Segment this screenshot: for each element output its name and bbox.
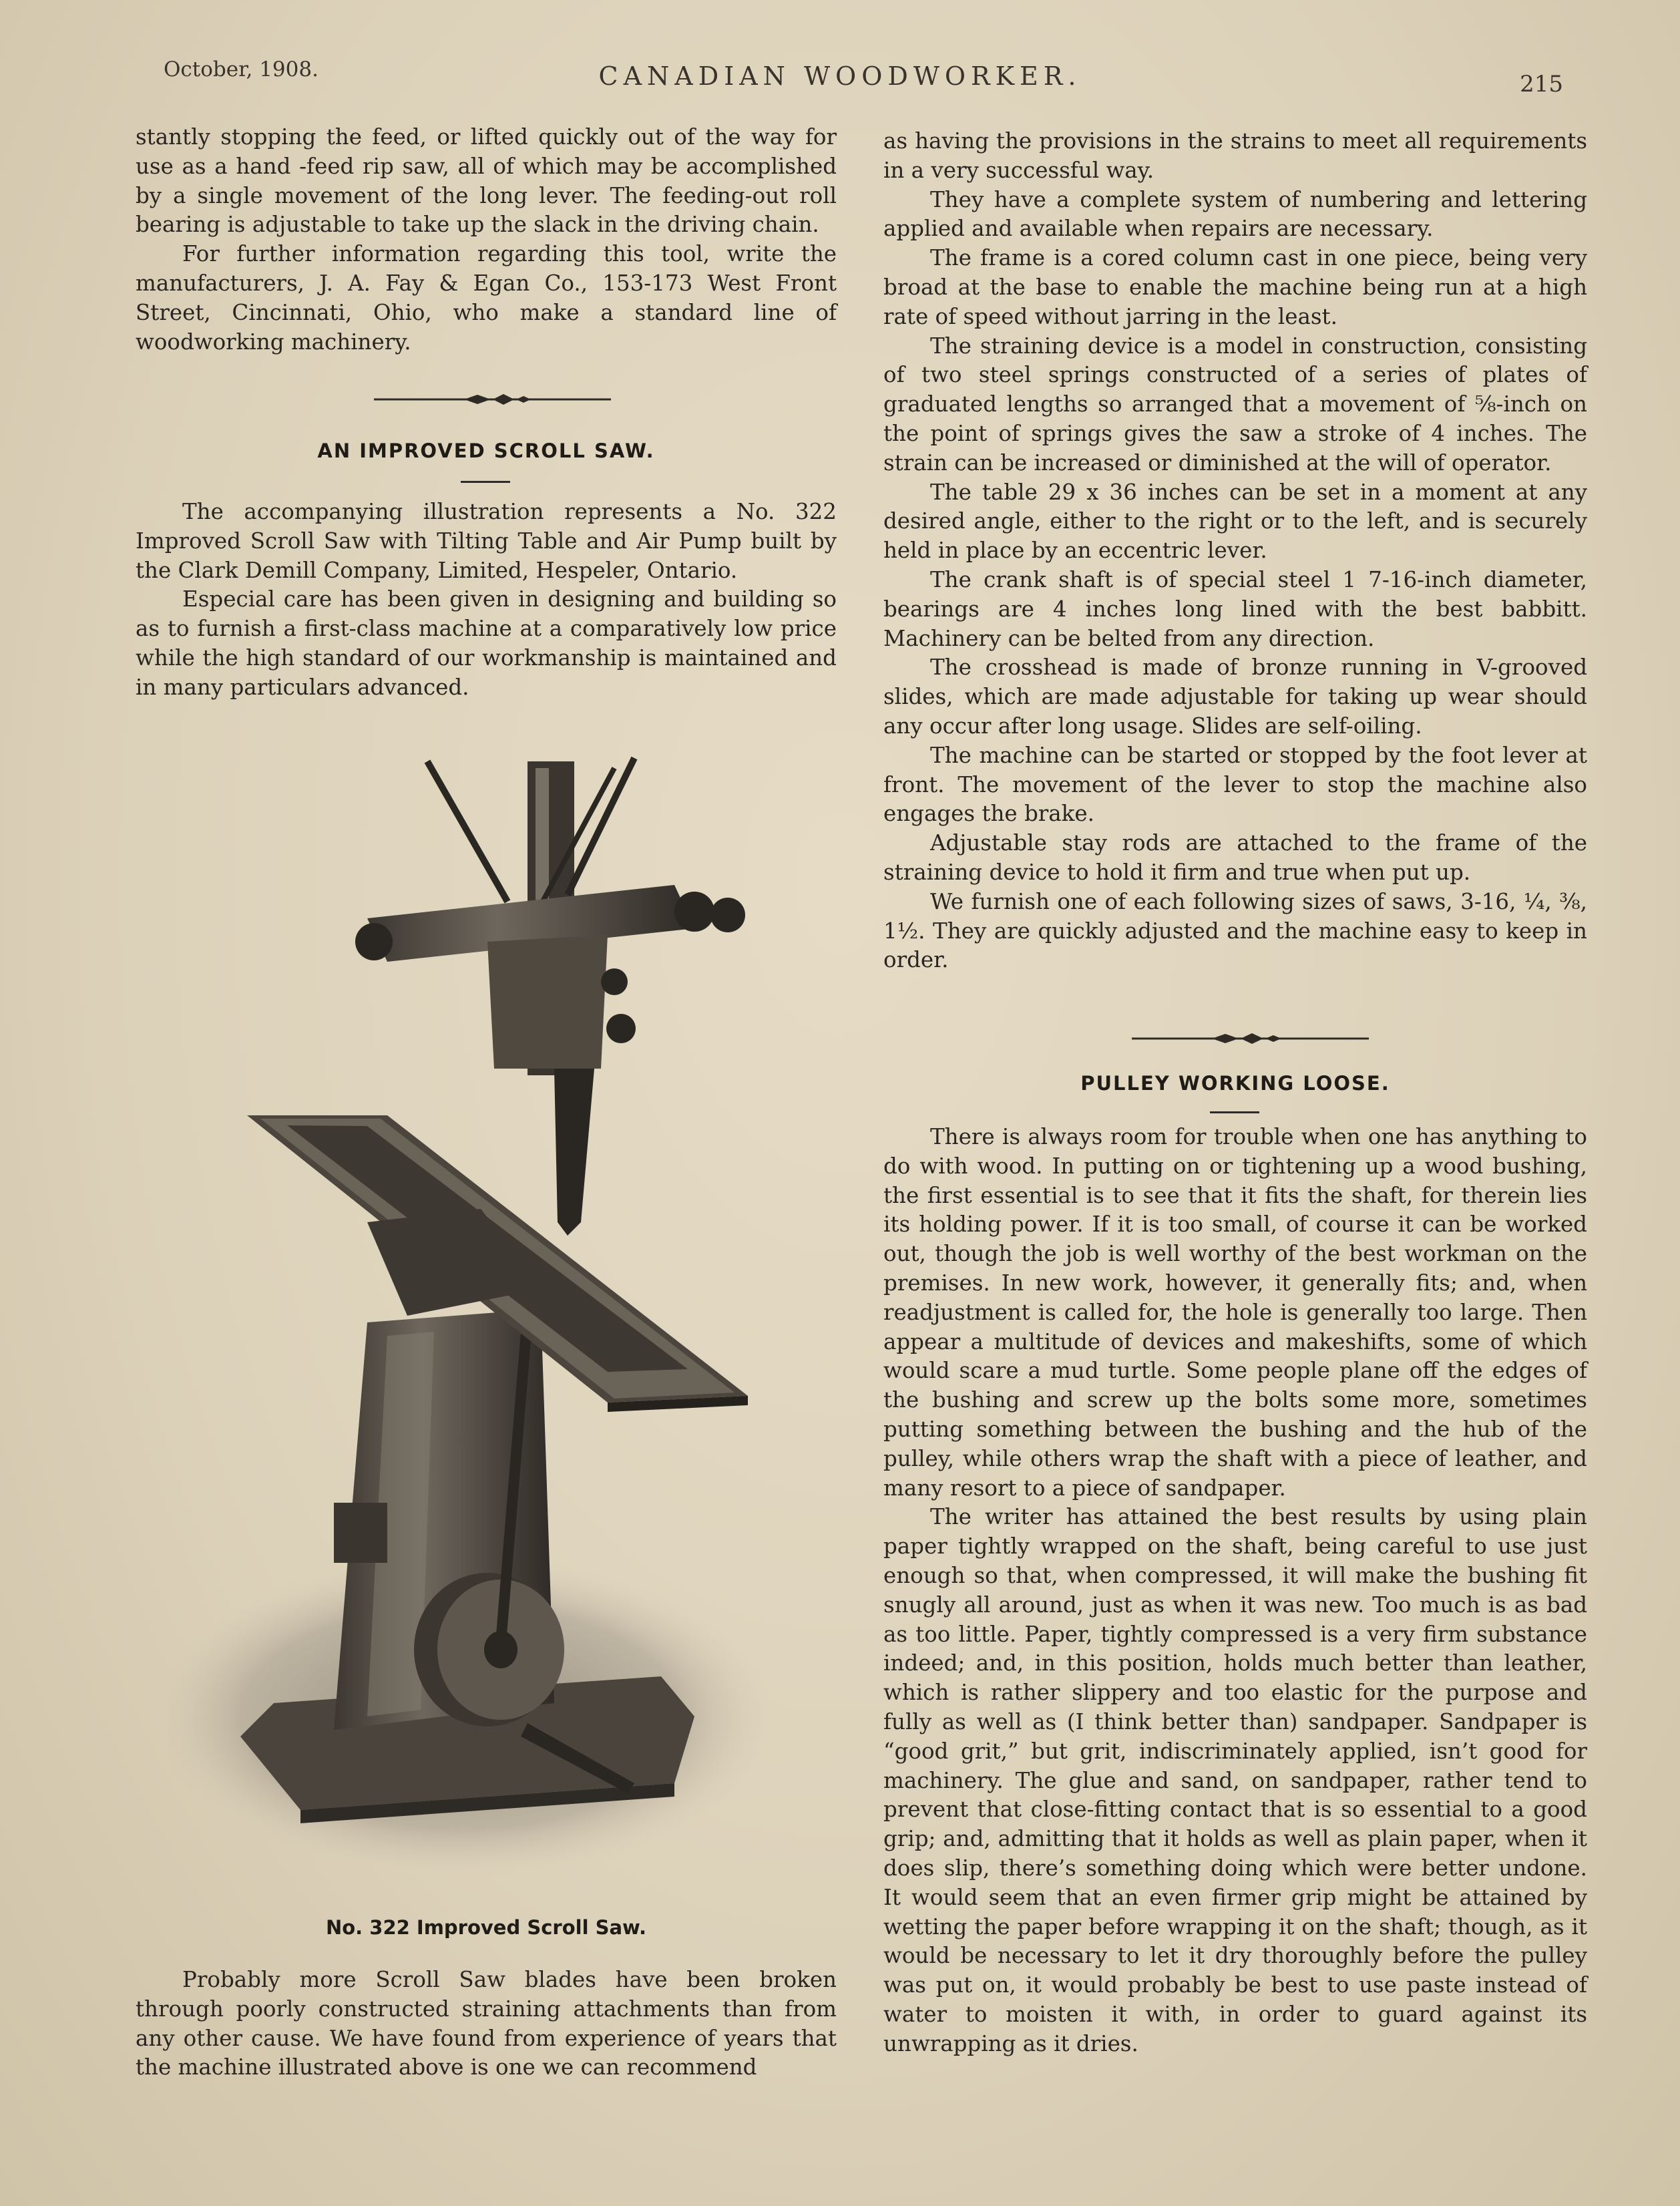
scroll-saw-illustration xyxy=(167,741,795,1890)
paragraph: The table 29 x 36 inches can be set in a moment at any desired angle, either to the right or to the left, and is securely held in place by an eccentric lever. xyxy=(883,479,1587,564)
issue-date: October, 1908. xyxy=(164,57,319,81)
paragraph: The straining device is a model in construction, consisting of two steel springs constructed of a series of plates of graduated lengths so arranged that a movement of ⅝-inch on the point of springs gives the saw a stroke of 4 inches. The strain can be increased or diminished at the will of operator. xyxy=(883,333,1587,476)
paragraph: The frame is a cored column cast in one piece, being very broad at the base to enable the machine being run at a high rate of speed without jarring in the least. xyxy=(883,245,1587,329)
ornamental-divider xyxy=(1132,1031,1369,1047)
journal-title: CANADIAN WOODWORKER. xyxy=(598,61,1082,91)
scroll-saw-closing-left xyxy=(136,1966,837,2082)
paragraph: We furnish one of each following sizes of saws, 3-16, ¼, ⅜, 1½. They are quickly adjusted and the machine easy to keep in order. xyxy=(883,888,1587,973)
heading-underline xyxy=(461,481,510,483)
paragraph: as having the provisions in the strains to meet all requirements in a very successful way. xyxy=(883,128,1587,183)
scroll-saw-intro xyxy=(136,498,837,703)
article-heading-pulley: PULLEY WORKING LOOSE. xyxy=(1080,1072,1390,1095)
paragraph: They have a complete system of numbering and lettering applied and available when repairs are necessary. xyxy=(883,186,1587,242)
scroll-saw-continued xyxy=(883,127,1587,975)
pulley-article-body xyxy=(883,1123,1587,2059)
page-number: 215 xyxy=(1520,71,1563,98)
paragraph: The machine can be started or stopped by the foot lever at front. The movement of the lever to stop the machine also engages the brake. xyxy=(883,742,1587,827)
paragraph: For further information regarding this tool, write the manufacturers, J. A. Fay & Egan Co., 153-173 West Front Street, Cincinnati, Ohio, who make a standard line of woodworking machinery. xyxy=(136,241,837,355)
paragraph: Probably more Scroll Saw blades have been broken through poorly constructed straining attachments than from any other cause. We have found from experience of years that the machine illustrated above is one we can recommend xyxy=(136,1967,837,2080)
paragraph: There is always room for trouble when one has anything to do with wood. In putting on or tightening up a wood bushing, the first essential is to see that it fits the shaft, for therein lies its holding power. If it is too small, of course it can be worked out, though the job is well worthy of the best workman on the premises. In new work, however, it generally fits; and, when readjustment is called for, the hole is generally too large. Then appear a multitude of devices and makeshifts, some of which would scare a mud turtle. Some people plane off the edges of the bushing and screw up the bolts some more, sometimes putting something between the bushing and the hub of the pulley, while others wrap the shaft with a piece of leather, and many resort to a piece of sandpaper. xyxy=(883,1124,1587,1501)
ornamental-divider xyxy=(374,391,611,407)
paragraph: Especial care has been given in designing and building so as to furnish a first-class machine at a comparatively low price while the high standard of our workmanship is maintained and in many particulars advanced. xyxy=(136,586,837,700)
paragraph: Adjustable stay rods are attached to the frame of the straining device to hold it firm and true when put up. xyxy=(883,830,1587,885)
paragraph: The writer has attained the best results by using plain paper tightly wrapped on the shaft, being careful to use just enough so that, when compressed, it will make the bushing fit snugly all around, just as when it was new. Too much is as bad as too little. Paper, tightly compressed is a very firm substance indeed; and, in this position, holds much better than leather, which is rather slippery and too elastic for the purpose and fully as well as (I think better than) sandpaper. Sandpaper is “good grit,” but grit, indiscriminately applied, isn’t good for machinery. The glue and sand, on sandpaper, rather tend to prevent that close-fitting contact that is so essential to a good grip; and, admitting that it holds as well as plain paper, when it does slip, there’s something doing which were better undone. It would seem that an even firmer grip might be attained by wetting the paper before wrapping it on the shaft; though, as it would be necessary to let it dry thoroughly before the pulley was put on, it would probably be best to use paste instead of water to moisten it with, in order to guard against its unwrapping as it dries. xyxy=(883,1504,1587,2056)
paragraph: The crosshead is made of bronze running in V-grooved slides, which are made adjustable for taking up wear should any occur after long usage. Slides are self-oiling. xyxy=(883,655,1587,739)
previous-article-continuation xyxy=(136,123,837,357)
figure-caption: No. 322 Improved Scroll Saw. xyxy=(325,1916,647,1939)
paragraph: The crank shaft is of special steel 1 7-16-inch diameter, bearings are 4 inches long lined with the best babbitt. Machinery can be belted from any direction. xyxy=(883,566,1587,651)
article-heading-scroll-saw: AN IMPROVED SCROLL SAW. xyxy=(317,439,655,462)
paragraph: The accompanying illustration represents a No. 322 Improved Scroll Saw with Tilting Table and Air Pump built by the Clark Demill Company, Limited, Hespeler, Ontario. xyxy=(136,499,837,583)
heading-underline xyxy=(1210,1111,1259,1113)
paragraph: stantly stopping the feed, or lifted quickly out of the way for use as a hand -feed rip saw, all of which may be accomplished by a single movement of the long lever. The feeding-out roll bearing is adjustable to take up the slack in the driving chain. xyxy=(136,124,837,238)
